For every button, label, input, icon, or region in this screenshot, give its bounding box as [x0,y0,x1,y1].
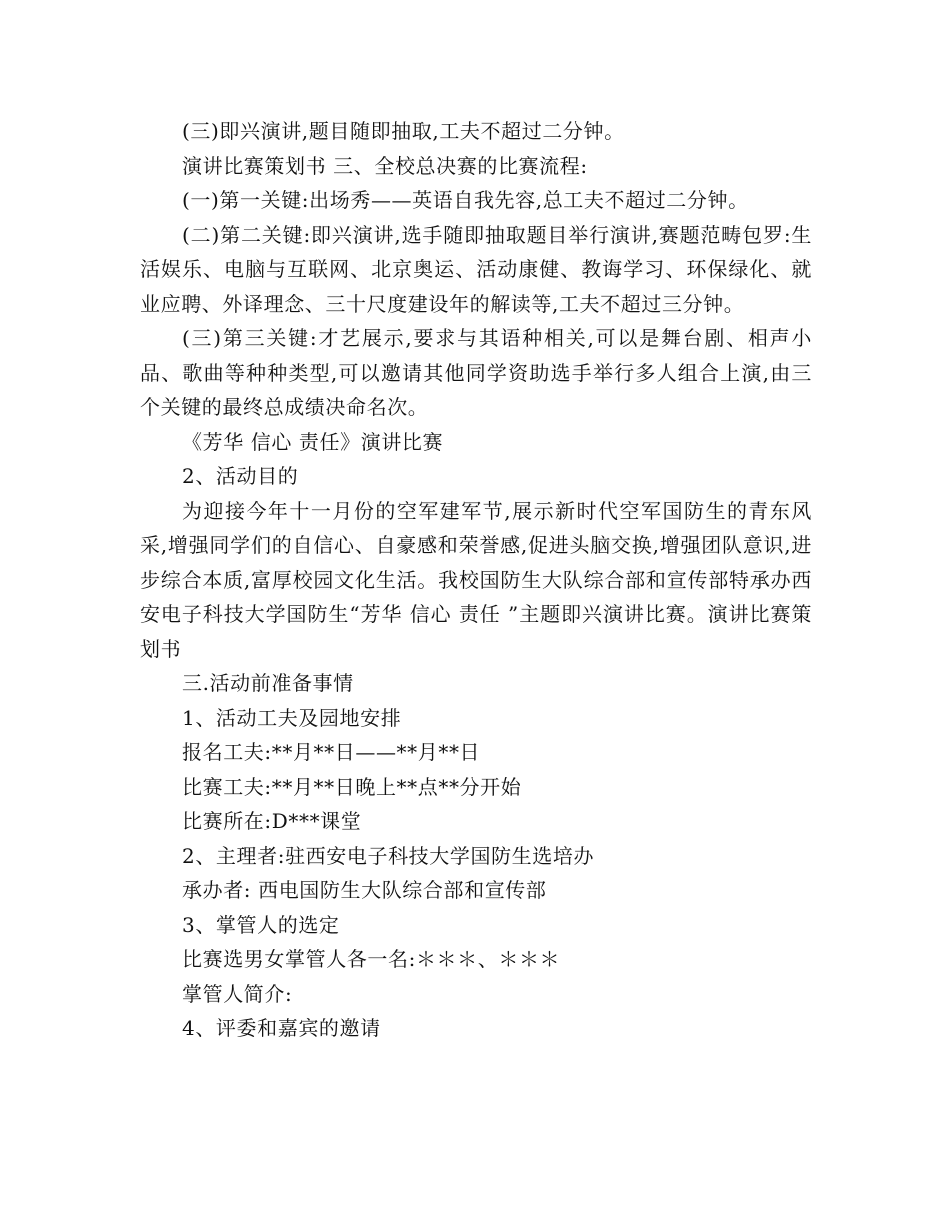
document-body [140,114,812,1046]
paragraph: 报名工夫:**月**日——**月**日 [182,740,481,764]
section-heading: 1、活动工夫及园地安排 [182,705,402,730]
section-heading: 3、掌管人的选定 [182,912,340,937]
paragraph: 为迎接今年十一月份的空军建军节,展示新时代空军国防生的青东风采,增强同学们的自信心、自豪感和荣誉感,促进头脑交换,增强团队意识,进步综合本质,富厚校园文化生活。我校国防生大队综合部和宣传部特承办西安电子科技大学国防生“芳华 信心 责任 ”主题即兴演讲比赛。演讲比赛策划书 [140,498,812,661]
paragraph: 掌管人简介: [182,981,293,1006]
paragraph: (一)第一关键:出场秀——英语自我先容,总工夫不超过二分钟。 [182,188,749,212]
paragraph: 2、主理者:驻西安电子科技大学国防生选培办 [182,843,595,868]
paragraph: (三)即兴演讲,题目随即抽取,工夫不超过二分钟。 [182,119,625,143]
section-heading: 三.活动前准备事情 [182,671,354,695]
paragraph: (三)第三关键:才艺展示,要求与其语种相关,可以是舞台剧、相声小品、歌曲等种种类型,可以邀请其他同学资助选手举行多人组合上演,由三个关键的最终总成绩决命名次。 [140,326,812,419]
paragraph: 承办者: 西电国防生大队综合部和宣传部 [182,878,547,902]
paragraph: 比赛所在:D***课堂 [182,809,362,833]
section-heading: 《芳华 信心 责任》演讲比赛 [182,429,444,454]
section-heading: 4、评委和嘉宾的邀请 [182,1016,381,1040]
paragraph: 比赛工夫:**月**日晚上**点**分开始 [182,774,522,799]
paragraph: 比赛选男女掌管人各一名:＊＊＊、＊＊＊ [182,947,561,971]
paragraph: 演讲比赛策划书 三、全校总决赛的比赛流程: [182,153,588,178]
section-heading: 2、活动目的 [182,464,299,488]
paragraph: (二)第二关键:即兴演讲,选手随即抽取题目举行演讲,赛题范畴包罗:生活娱乐、电脑与互联网、北京奥运、活动康健、教诲学习、环保绿化、就业应聘、外译理念、三十尺度建设年的解读等,工夫不超过三分钟。 [140,222,812,316]
